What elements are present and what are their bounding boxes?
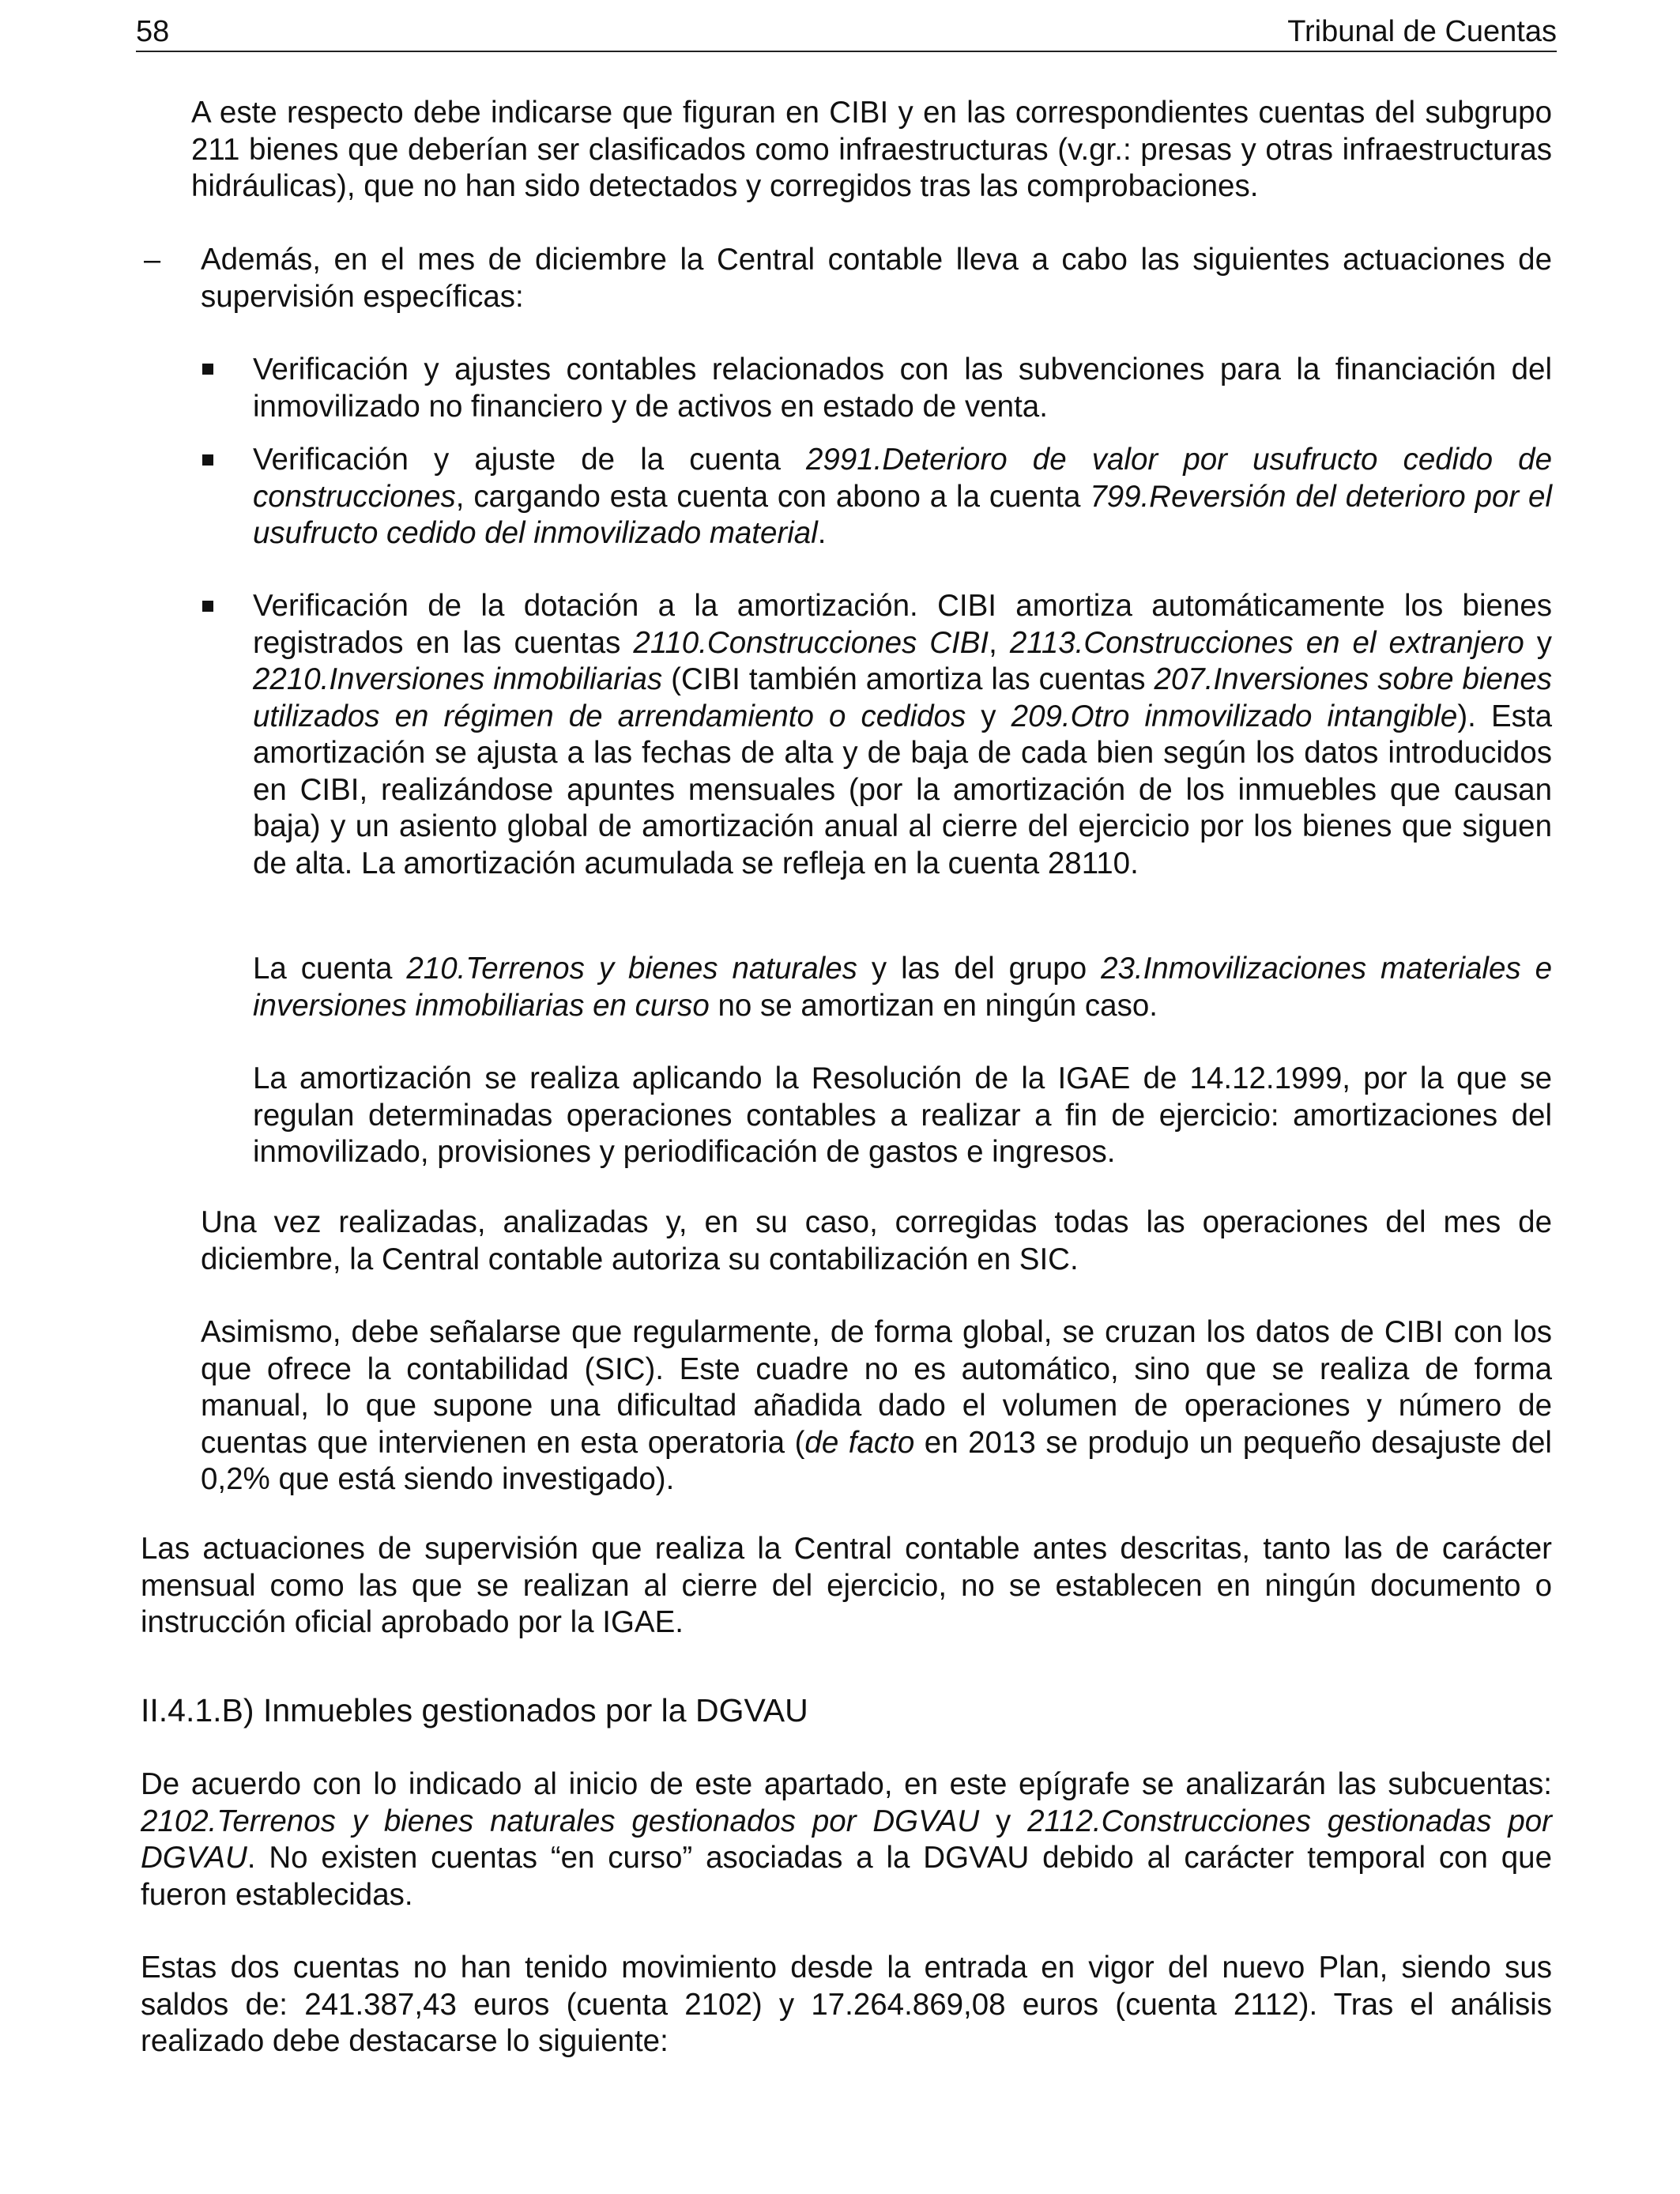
paragraph-resolucion-igae: La amortización se realiza aplicando la Resolución de la IGAE de 14.12.1999, por la que se regulan determinadas operaciones contables a realizar a fin de ejercicio: amortizaciones del inmovilizado, provisiones y periodificación de gastos e ingresos. xyxy=(253,1061,1552,1169)
square-bullet-icon xyxy=(202,454,213,466)
paragraph-estas-dos-cuentas: Estas dos cuentas no han tenido movimiento desde la entrada en vigor del nuevo Plan, siendo sus saldos de: 241.387,43 euros (cuenta 2102) y 17.264.869,08 euros (cuenta 2112). Tras el análisis realizado debe destacarse lo siguiente: xyxy=(141,1951,1552,2058)
bullet-item-cuenta-2991: Verificación y ajuste de la cuenta 2991.Deterioro de valor por usufructo cedido de construcciones, cargando esta cuenta con abono a la cuenta 799.Reversión del deterioro por el usufructo cedido del inmovilizado material. xyxy=(253,443,1552,550)
page-header xyxy=(136,13,1557,52)
paragraph-de-acuerdo: De acuerdo con lo indicado al inicio de este apartado, en este epígrafe se analizarán las subcuentas: 2102.Terrenos y bienes naturales gestionados por DGVAU y 2112.Construcciones gestionadas por DGVAU. No existen cuentas “en curso” asociadas a la DGVAU debido al carácter temporal con que fueron establecidas. xyxy=(141,1767,1552,1912)
bullet-item-subvenciones: Verificación y ajustes contables relacionados con las subvenciones para la financiación del inmovilizado no financiero y de activos en estado de venta. xyxy=(253,352,1552,424)
paragraph-actuaciones: Las actuaciones de supervisión que realiza la Central contable antes descritas, tanto las de carácter mensual como las que se realizan al cierre del ejercicio, no se establecen en ningún documento o instrucción oficial aprobado por la IGAE. xyxy=(141,1532,1552,1639)
square-bullet-icon xyxy=(202,601,213,612)
square-bullet-icon xyxy=(202,364,213,375)
dash-marker: – xyxy=(144,243,161,277)
paragraph-ademas: Además, en el mes de diciembre la Central contable lleva a cabo las siguientes actuaciones de supervisión específicas: xyxy=(201,243,1552,314)
paragraph-cuenta-210: La cuenta 210.Terrenos y bienes naturales y las del grupo 23.Inmovilizaciones materiales e inversiones inmobiliarias en curso no se amortizan en ningún caso. xyxy=(253,952,1553,1023)
paragraph-respecto: A este respecto debe indicarse que figuran en CIBI y en las correspondientes cuentas del subgrupo 211 bienes que deberían ser clasificados como infraestructuras (v.gr.: presas y otras infraestructuras hidráulicas), que no han sido detectados y corregidos tras las comprobaciones. xyxy=(191,96,1552,203)
publisher-name: Tribunal de Cuentas xyxy=(1287,14,1557,48)
section-heading: II.4.1.B) Inmuebles gestionados por la DGVAU xyxy=(141,1692,808,1728)
bullet-item-amortizacion: Verificación de la dotación a la amortización. CIBI amortiza automáticamente los bienes registrados en las cuentas 2110.Construcciones CIBI, 2113.Construcciones en el extranjero y 2210.Inversiones inmobiliarias (CIBI también amortiza las cuentas 207.Inversiones sobre bienes utilizados en régimen de arrendamiento o cedidos y 209.Otro inmovilizado intangible). Esta amortización se ajusta a las fechas de alta y de baja de cada bien según los datos introducidos en CIBI, realizándose apuntes mensuales (por la amortización de los inmuebles que causan baja) y un asiento global de amortización anual al cierre del ejercicio por los bienes que siguen de alta. La amortización acumulada se refleja en la cuenta 28110. xyxy=(253,589,1553,880)
page-number: 58 xyxy=(136,14,170,48)
paragraph-una-vez: Una vez realizadas, analizadas y, en su caso, corregidas todas las operaciones del mes de diciembre, la Central contable autoriza su contabilización en SIC. xyxy=(201,1205,1552,1276)
paragraph-asimismo: Asimismo, debe señalarse que regularmente, de forma global, se cruzan los datos de CIBI con los que ofrece la contabilidad (SIC). Este cuadre no es automático, sino que se realiza de forma manual, lo que supone una dificultad añadida dado el volumen de operaciones y número de cuentas que intervienen en esta operatoria (de facto en 2013 se produjo un pequeño desajuste del 0,2% que está siendo investigado). xyxy=(201,1315,1552,1496)
